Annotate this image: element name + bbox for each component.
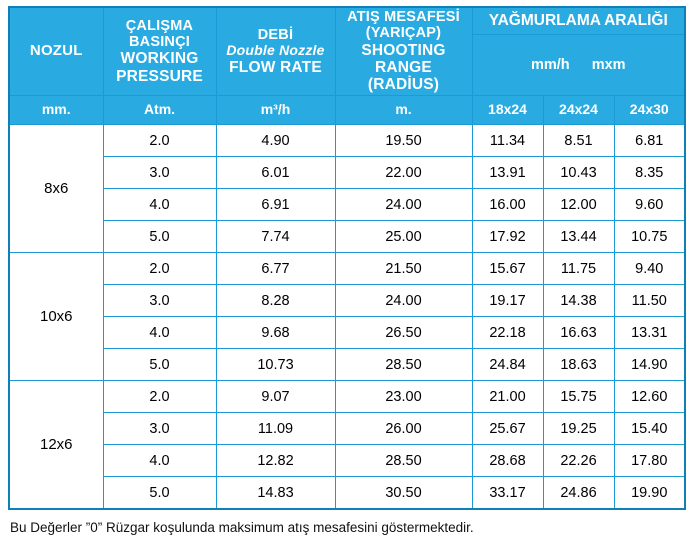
- header-radius-en2: (RADİUS): [367, 76, 440, 94]
- cell-spacing-1: 25.67: [472, 413, 543, 445]
- cell-flow: 4.90: [216, 125, 335, 157]
- header-radius-tr2: (YARIÇAP): [365, 25, 442, 42]
- header-spacing-title: YAĞMURLAMA ARALIĞI: [472, 7, 685, 35]
- table-row: [9, 285, 685, 317]
- unit-radius: m.: [335, 96, 472, 125]
- cell-spacing-2: 13.44: [543, 221, 614, 253]
- cell-radius: 24.00: [335, 285, 472, 317]
- cell-pressure: 5.0: [103, 349, 216, 381]
- cell-spacing-1: 17.92: [472, 221, 543, 253]
- cell-pressure: 4.0: [103, 317, 216, 349]
- cell-radius: 30.50: [335, 477, 472, 510]
- cell-radius: 26.50: [335, 317, 472, 349]
- cell-flow: 9.68: [216, 317, 335, 349]
- cell-pressure: 3.0: [103, 157, 216, 189]
- header-flow-tr: DEBİ: [257, 26, 294, 43]
- cell-spacing-1: 13.91: [472, 157, 543, 189]
- cell-spacing-1: 11.34: [472, 125, 543, 157]
- unit-spacing-3: 24x30: [614, 96, 685, 125]
- cell-spacing-2: 24.86: [543, 477, 614, 510]
- cell-spacing-2: 8.51: [543, 125, 614, 157]
- cell-spacing-3: 13.31: [614, 317, 685, 349]
- cell-spacing-2: 16.63: [543, 317, 614, 349]
- cell-spacing-3: 11.50: [614, 285, 685, 317]
- nozzle-performance-table: [8, 6, 686, 510]
- cell-radius: 28.50: [335, 445, 472, 477]
- unit-nozzle: mm.: [9, 96, 103, 125]
- cell-pressure: 5.0: [103, 221, 216, 253]
- cell-flow: 8.28: [216, 285, 335, 317]
- cell-spacing-2: 22.26: [543, 445, 614, 477]
- cell-spacing-1: 22.18: [472, 317, 543, 349]
- units-row: [9, 96, 685, 125]
- cell-flow: 7.74: [216, 221, 335, 253]
- table-row: [9, 349, 685, 381]
- header-spacing-unit-2: mxm: [591, 56, 626, 73]
- cell-spacing-2: 18.63: [543, 349, 614, 381]
- cell-flow: 6.77: [216, 253, 335, 285]
- header-working-pressure: [103, 7, 216, 96]
- header-flow-italic: Double Nozzle: [226, 42, 325, 59]
- cell-flow: 12.82: [216, 445, 335, 477]
- cell-pressure: 3.0: [103, 413, 216, 445]
- nozzle-label: 12x6: [9, 381, 103, 510]
- table-header: [9, 7, 685, 125]
- table-row: [9, 125, 685, 157]
- cell-radius: 25.00: [335, 221, 472, 253]
- header-nozzle: NOZUL: [9, 7, 103, 96]
- cell-spacing-1: 15.67: [472, 253, 543, 285]
- cell-spacing-3: 8.35: [614, 157, 685, 189]
- header-working-pressure-tr1: ÇALIŞMA: [125, 17, 194, 34]
- table-row: [9, 317, 685, 349]
- cell-spacing-2: 10.43: [543, 157, 614, 189]
- cell-spacing-3: 6.81: [614, 125, 685, 157]
- cell-flow: 6.91: [216, 189, 335, 221]
- nozzle-label: 8x6: [9, 125, 103, 253]
- cell-radius: 24.00: [335, 189, 472, 221]
- cell-spacing-2: 11.75: [543, 253, 614, 285]
- header-shooting-range: [335, 7, 472, 96]
- table-row: [9, 221, 685, 253]
- table-row: [9, 157, 685, 189]
- cell-radius: 28.50: [335, 349, 472, 381]
- table-body: [9, 125, 685, 510]
- cell-spacing-3: 14.90: [614, 349, 685, 381]
- cell-radius: 19.50: [335, 125, 472, 157]
- table-row: [9, 189, 685, 221]
- cell-spacing-1: 33.17: [472, 477, 543, 510]
- cell-pressure: 4.0: [103, 189, 216, 221]
- table-row: [9, 477, 685, 510]
- cell-spacing-1: 16.00: [472, 189, 543, 221]
- nozzle-label: 10x6: [9, 253, 103, 381]
- cell-radius: 26.00: [335, 413, 472, 445]
- header-working-pressure-en2: PRESSURE: [116, 67, 203, 85]
- cell-spacing-1: 19.17: [472, 285, 543, 317]
- cell-pressure: 2.0: [103, 253, 216, 285]
- unit-spacing-2: 24x24: [543, 96, 614, 125]
- footnote: Bu Değerler ”0” Rüzgar koşulunda maksimum atış mesafesini göstermektedir.: [10, 520, 474, 535]
- cell-spacing-3: 10.75: [614, 221, 685, 253]
- table-row: [9, 381, 685, 413]
- cell-flow: 10.73: [216, 349, 335, 381]
- cell-spacing-3: 15.40: [614, 413, 685, 445]
- header-flow-en: FLOW RATE: [229, 58, 322, 76]
- header-spacing-units: [472, 35, 685, 96]
- cell-spacing-3: 9.40: [614, 253, 685, 285]
- table-row: [9, 445, 685, 477]
- cell-spacing-2: 15.75: [543, 381, 614, 413]
- cell-pressure: 5.0: [103, 477, 216, 510]
- cell-spacing-2: 19.25: [543, 413, 614, 445]
- cell-radius: 21.50: [335, 253, 472, 285]
- cell-spacing-1: 24.84: [472, 349, 543, 381]
- header-spacing-unit-1: mm/h: [530, 56, 570, 73]
- table-row: [9, 413, 685, 445]
- cell-flow: 14.83: [216, 477, 335, 510]
- cell-flow: 9.07: [216, 381, 335, 413]
- cell-spacing-3: 9.60: [614, 189, 685, 221]
- header-flow-rate: [216, 7, 335, 96]
- header-radius-tr1: ATIŞ MESAFESİ: [347, 9, 460, 26]
- cell-pressure: 2.0: [103, 381, 216, 413]
- cell-pressure: 2.0: [103, 125, 216, 157]
- cell-spacing-3: 19.90: [614, 477, 685, 510]
- cell-spacing-2: 14.38: [543, 285, 614, 317]
- header-working-pressure-en1: WORKING: [120, 50, 199, 68]
- cell-pressure: 3.0: [103, 285, 216, 317]
- cell-flow: 11.09: [216, 413, 335, 445]
- unit-pressure: Atm.: [103, 96, 216, 125]
- cell-spacing-3: 12.60: [614, 381, 685, 413]
- table-row: [9, 253, 685, 285]
- cell-radius: 22.00: [335, 157, 472, 189]
- cell-spacing-1: 21.00: [472, 381, 543, 413]
- cell-flow: 6.01: [216, 157, 335, 189]
- header-working-pressure-tr2: BASINÇI: [128, 34, 190, 51]
- cell-spacing-2: 12.00: [543, 189, 614, 221]
- cell-pressure: 4.0: [103, 445, 216, 477]
- header-radius-en1: SHOOTING RANGE: [361, 41, 446, 77]
- cell-radius: 23.00: [335, 381, 472, 413]
- cell-spacing-3: 17.80: [614, 445, 685, 477]
- unit-spacing-1: 18x24: [472, 96, 543, 125]
- cell-spacing-1: 28.68: [472, 445, 543, 477]
- unit-flow: m³/h: [216, 96, 335, 125]
